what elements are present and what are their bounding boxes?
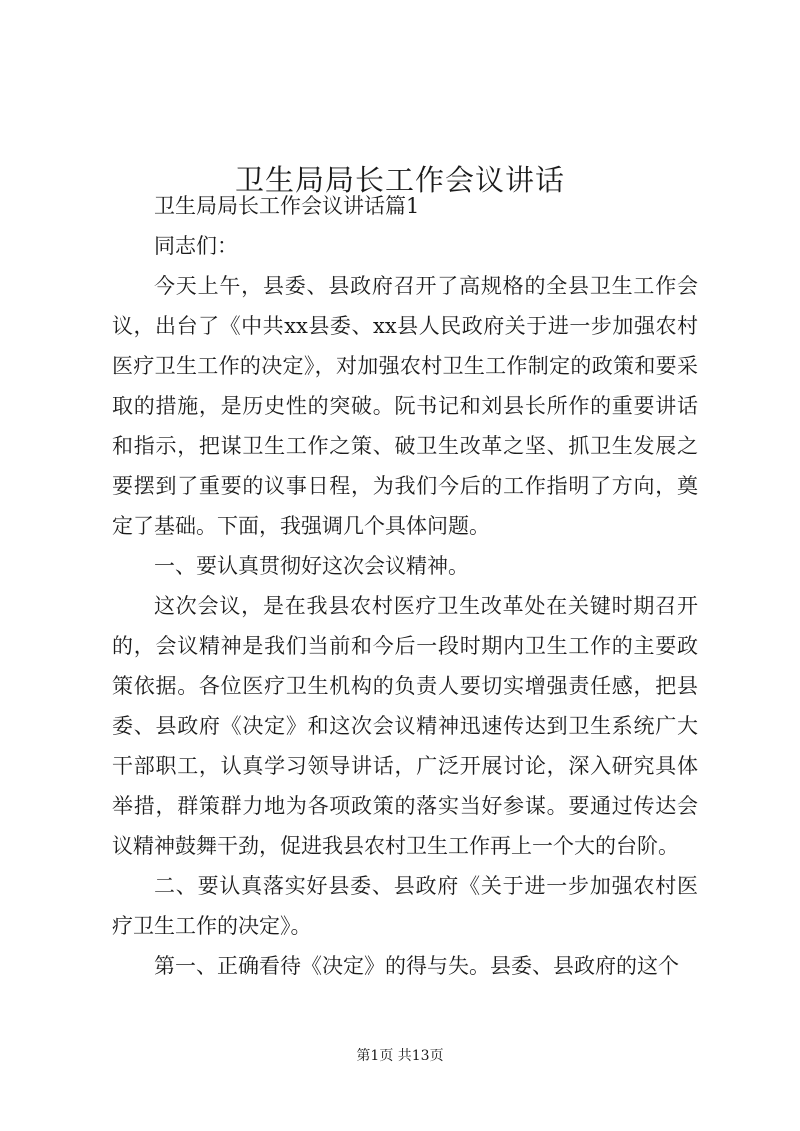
salutation: 同志们： — [154, 234, 238, 258]
page-footer: 第1页 共13页 — [356, 1048, 444, 1064]
paragraph: 今天上午，县委、县政府召开了高规格的全县卫生工作会议，出台了《中共xx县委、xx县人民政府关于进一步加强农村医疗卫生工作的决定》，对加强农村卫生工作制定的政策和要采取的措施，是历史性的突破。阮书记和刘县长所作的重要讲话和指示，把谋卫生工作之策、破卫生改革之坚、抓卫生发展之要摆到了重要的议事日程，为我们今后的工作指明了方向，奠定了基础。下面，我强调几个具体问题。 — [112, 274, 698, 538]
page-title: 卫生局局长工作会议讲话 — [234, 163, 565, 198]
paragraph: 第一、正确看待《决定》的得与失。县委、县政府的这个 — [154, 954, 679, 978]
section-heading: 卫生局局长工作会议讲话篇1 — [154, 194, 420, 218]
paragraph-heading: 一、要认真贯彻好这次会议精神。 — [154, 554, 469, 578]
document-body — [112, 186, 698, 986]
paragraph: 这次会议，是在我县农村医疗卫生改革处在关键时期召开的，会议精神是我们当前和今后一段时期内卫生工作的主要政策依据。各位医疗卫生机构的负责人要切实增强责任感，把县委、县政府《决定》和这次会议精神迅速传达到卫生系统广大干部职工，认真学习领导讲话，广泛开展讨论，深入研究具体举措，群策群力地为各项政策的落实当好参谋。要通过传达会议精神鼓舞干劲，促进我县农村卫生工作再上一个大的台阶。 — [112, 594, 698, 858]
paragraph-heading: 二、要认真落实好县委、县政府《关于进一步加强农村医疗卫生工作的决定》。 — [112, 874, 698, 938]
